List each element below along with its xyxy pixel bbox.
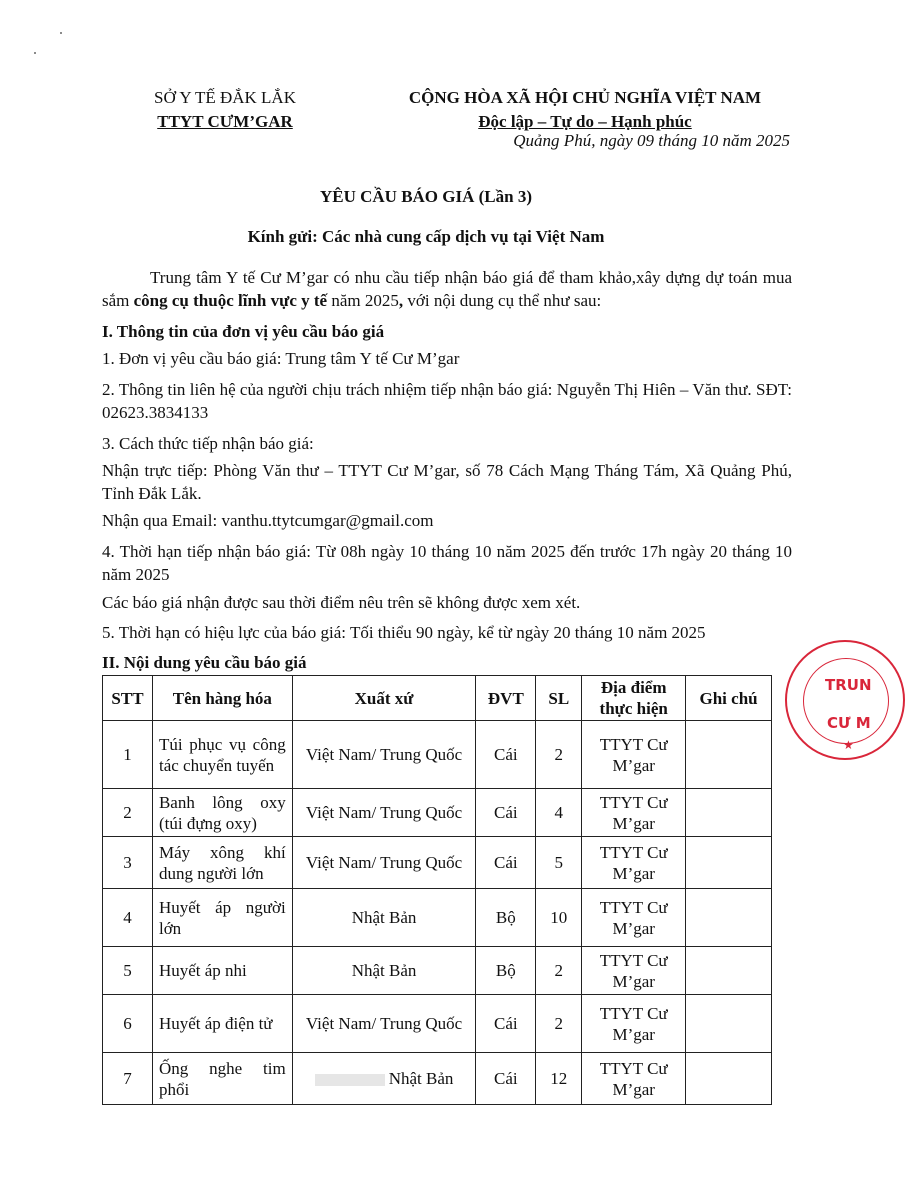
cell-place: TTYT Cư M’gar [582, 947, 686, 995]
cell-name: Huyết áp người lớn [152, 889, 292, 947]
header-unit: ĐVT [476, 676, 536, 721]
country-name: CỘNG HÒA XÃ HỘI CHỦ NGHĨA VIỆT NAM [408, 88, 762, 107]
issuer-block [120, 86, 330, 134]
cell-qty: 5 [536, 837, 582, 889]
cell-origin-wrap [292, 1053, 476, 1105]
table-row [103, 721, 772, 789]
star-icon: ★ [843, 738, 854, 752]
stamp-text-top: TRUN [825, 676, 872, 694]
recipient-line: Kính gửi: Các nhà cung cấp dịch vụ tại Việt Nam [247, 227, 605, 246]
cell-place: TTYT Cư M’gar [582, 889, 686, 947]
cell-place: TTYT Cư M’gar [582, 789, 686, 837]
cell-name: Máy xông khí dung người lớn [152, 837, 292, 889]
cell-qty: 4 [536, 789, 582, 837]
cell-note [686, 1053, 772, 1105]
header-note: Ghi chú [686, 676, 772, 721]
cell-name: Ống nghe tim phổi [152, 1053, 292, 1105]
cell-stt: 1 [103, 721, 153, 789]
section2-heading: II. Nội dung yêu cầu báo giá [102, 653, 307, 672]
cell-unit: Bộ [476, 889, 536, 947]
cell-name: Huyết áp điện tử [152, 995, 292, 1053]
intro-text: Trung tâm Y tế Cư M’gar có nhu cầu tiếp nhận báo giá để tham khảo,xây dựng dự toán mua sắm [102, 268, 792, 310]
cell-qty: 2 [536, 947, 582, 995]
table-row [103, 889, 772, 947]
table-header-row [103, 676, 772, 721]
section1-item4-note: Các báo giá nhận được sau thời điểm nêu trên sẽ không được xem xét. [102, 593, 581, 612]
table-row [103, 837, 772, 889]
cell-unit: Bộ [476, 947, 536, 995]
header-name: Tên hàng hóa [152, 676, 292, 721]
cell-origin: Nhật Bản [292, 889, 476, 947]
cell-note [686, 789, 772, 837]
cell-note [686, 947, 772, 995]
cell-unit: Cái [476, 1053, 536, 1105]
cell-stt: 3 [103, 837, 153, 889]
cell-place: TTYT Cư M’gar [582, 721, 686, 789]
cell-origin: Việt Nam/ Trung Quốc [292, 721, 476, 789]
cell-qty: 12 [536, 1053, 582, 1105]
table-row [103, 1053, 772, 1105]
cell-note [686, 995, 772, 1053]
cell-origin: Việt Nam/ Trung Quốc [292, 995, 476, 1053]
cell-stt: 6 [103, 995, 153, 1053]
national-motto-block [375, 86, 795, 134]
cell-qty: 2 [536, 721, 582, 789]
cell-note [686, 721, 772, 789]
cell-origin: Việt Nam/ Trung Quốc [292, 789, 476, 837]
cell-place: TTYT Cư M’gar [582, 1053, 686, 1105]
header-qty: SL [536, 676, 582, 721]
cell-unit: Cái [476, 789, 536, 837]
scan-speck [34, 52, 36, 54]
cell-note [686, 837, 772, 889]
intro-paragraph [102, 266, 792, 312]
section1-heading: I. Thông tin của đơn vị yêu cầu báo giá [102, 322, 385, 341]
section1-item3: 3. Cách thức tiếp nhận báo giá: [102, 434, 314, 453]
scan-speck [60, 32, 62, 34]
issuer-department: SỞ Y TẾ ĐẮK LẮK [154, 88, 296, 107]
cell-stt: 4 [103, 889, 153, 947]
section1-item1: 1. Đơn vị yêu cầu báo giá: Trung tâm Y tế Cư M’gar [102, 349, 460, 368]
red-seal-stamp [785, 640, 905, 760]
cell-stt: 2 [103, 789, 153, 837]
cell-unit: Cái [476, 837, 536, 889]
cell-origin: Nhật Bản [292, 947, 476, 995]
cell-qty: 2 [536, 995, 582, 1053]
cell-origin: Việt Nam/ Trung Quốc [292, 837, 476, 889]
cell-name: Banh lông oxy (túi đựng oxy) [152, 789, 292, 837]
national-motto: Độc lập – Tự do – Hạnh phúc [478, 112, 692, 131]
cell-name: Huyết áp nhi [152, 947, 292, 995]
section1-item2: 2. Thông tin liên hệ của người chịu trách nhiệm tiếp nhận báo giá: Nguyễn Thị Hiên – Văn thư. SĐT: 02623.3834133 [102, 380, 792, 422]
intro-year: năm 2025 [327, 291, 399, 310]
cell-place: TTYT Cư M’gar [582, 837, 686, 889]
header-origin: Xuất xứ [292, 676, 476, 721]
cell-place: TTYT Cư M’gar [582, 995, 686, 1053]
cell-stt: 7 [103, 1053, 153, 1105]
intro-comma: , [398, 291, 404, 310]
document-date: Quảng Phú, ngày 09 tháng 10 năm 2025 [513, 131, 790, 150]
issuer-center: TTYT CƯM’GAR [157, 112, 293, 131]
stamp-text-bottom: CƯ M [827, 714, 871, 732]
table-row [103, 947, 772, 995]
cell-name: Túi phục vụ công tác chuyển tuyến [152, 721, 292, 789]
redaction-smudge [315, 1074, 385, 1086]
cell-unit: Cái [476, 721, 536, 789]
header-place: Địa điểm thực hiện [582, 676, 686, 721]
cell-note [686, 889, 772, 947]
section1-item3b: Nhận qua Email: vanthu.ttytcumgar@gmail.com [102, 511, 434, 530]
items-table [102, 675, 772, 1105]
section1-item5: 5. Thời hạn có hiệu lực của báo giá: Tối thiểu 90 ngày, kể từ ngày 20 tháng 10 năm 2025 [102, 623, 706, 642]
intro-bold-phrase: công cụ thuộc lĩnh vực y tế [133, 291, 328, 310]
cell-stt: 5 [103, 947, 153, 995]
cell-origin: Nhật Bản [388, 1069, 454, 1088]
intro-ending: với nội dung cụ thể như sau: [403, 291, 602, 310]
table-row [103, 995, 772, 1053]
cell-qty: 10 [536, 889, 582, 947]
table-row [103, 789, 772, 837]
section1-item4: 4. Thời hạn tiếp nhận báo giá: Từ 08h ngày 10 tháng 10 năm 2025 đến trước 17h ngày 20 tháng 10 năm 2025 [102, 542, 792, 584]
section1-item3a: Nhận trực tiếp: Phòng Văn thư – TTYT Cư M’gar, số 78 Cách Mạng Tháng Tám, Xã Quảng Phú, Tỉnh Đắk Lắk. [102, 461, 792, 503]
cell-unit: Cái [476, 995, 536, 1053]
document-title: YÊU CẦU BÁO GIÁ (Lần 3) [319, 187, 533, 206]
header-stt: STT [103, 676, 153, 721]
